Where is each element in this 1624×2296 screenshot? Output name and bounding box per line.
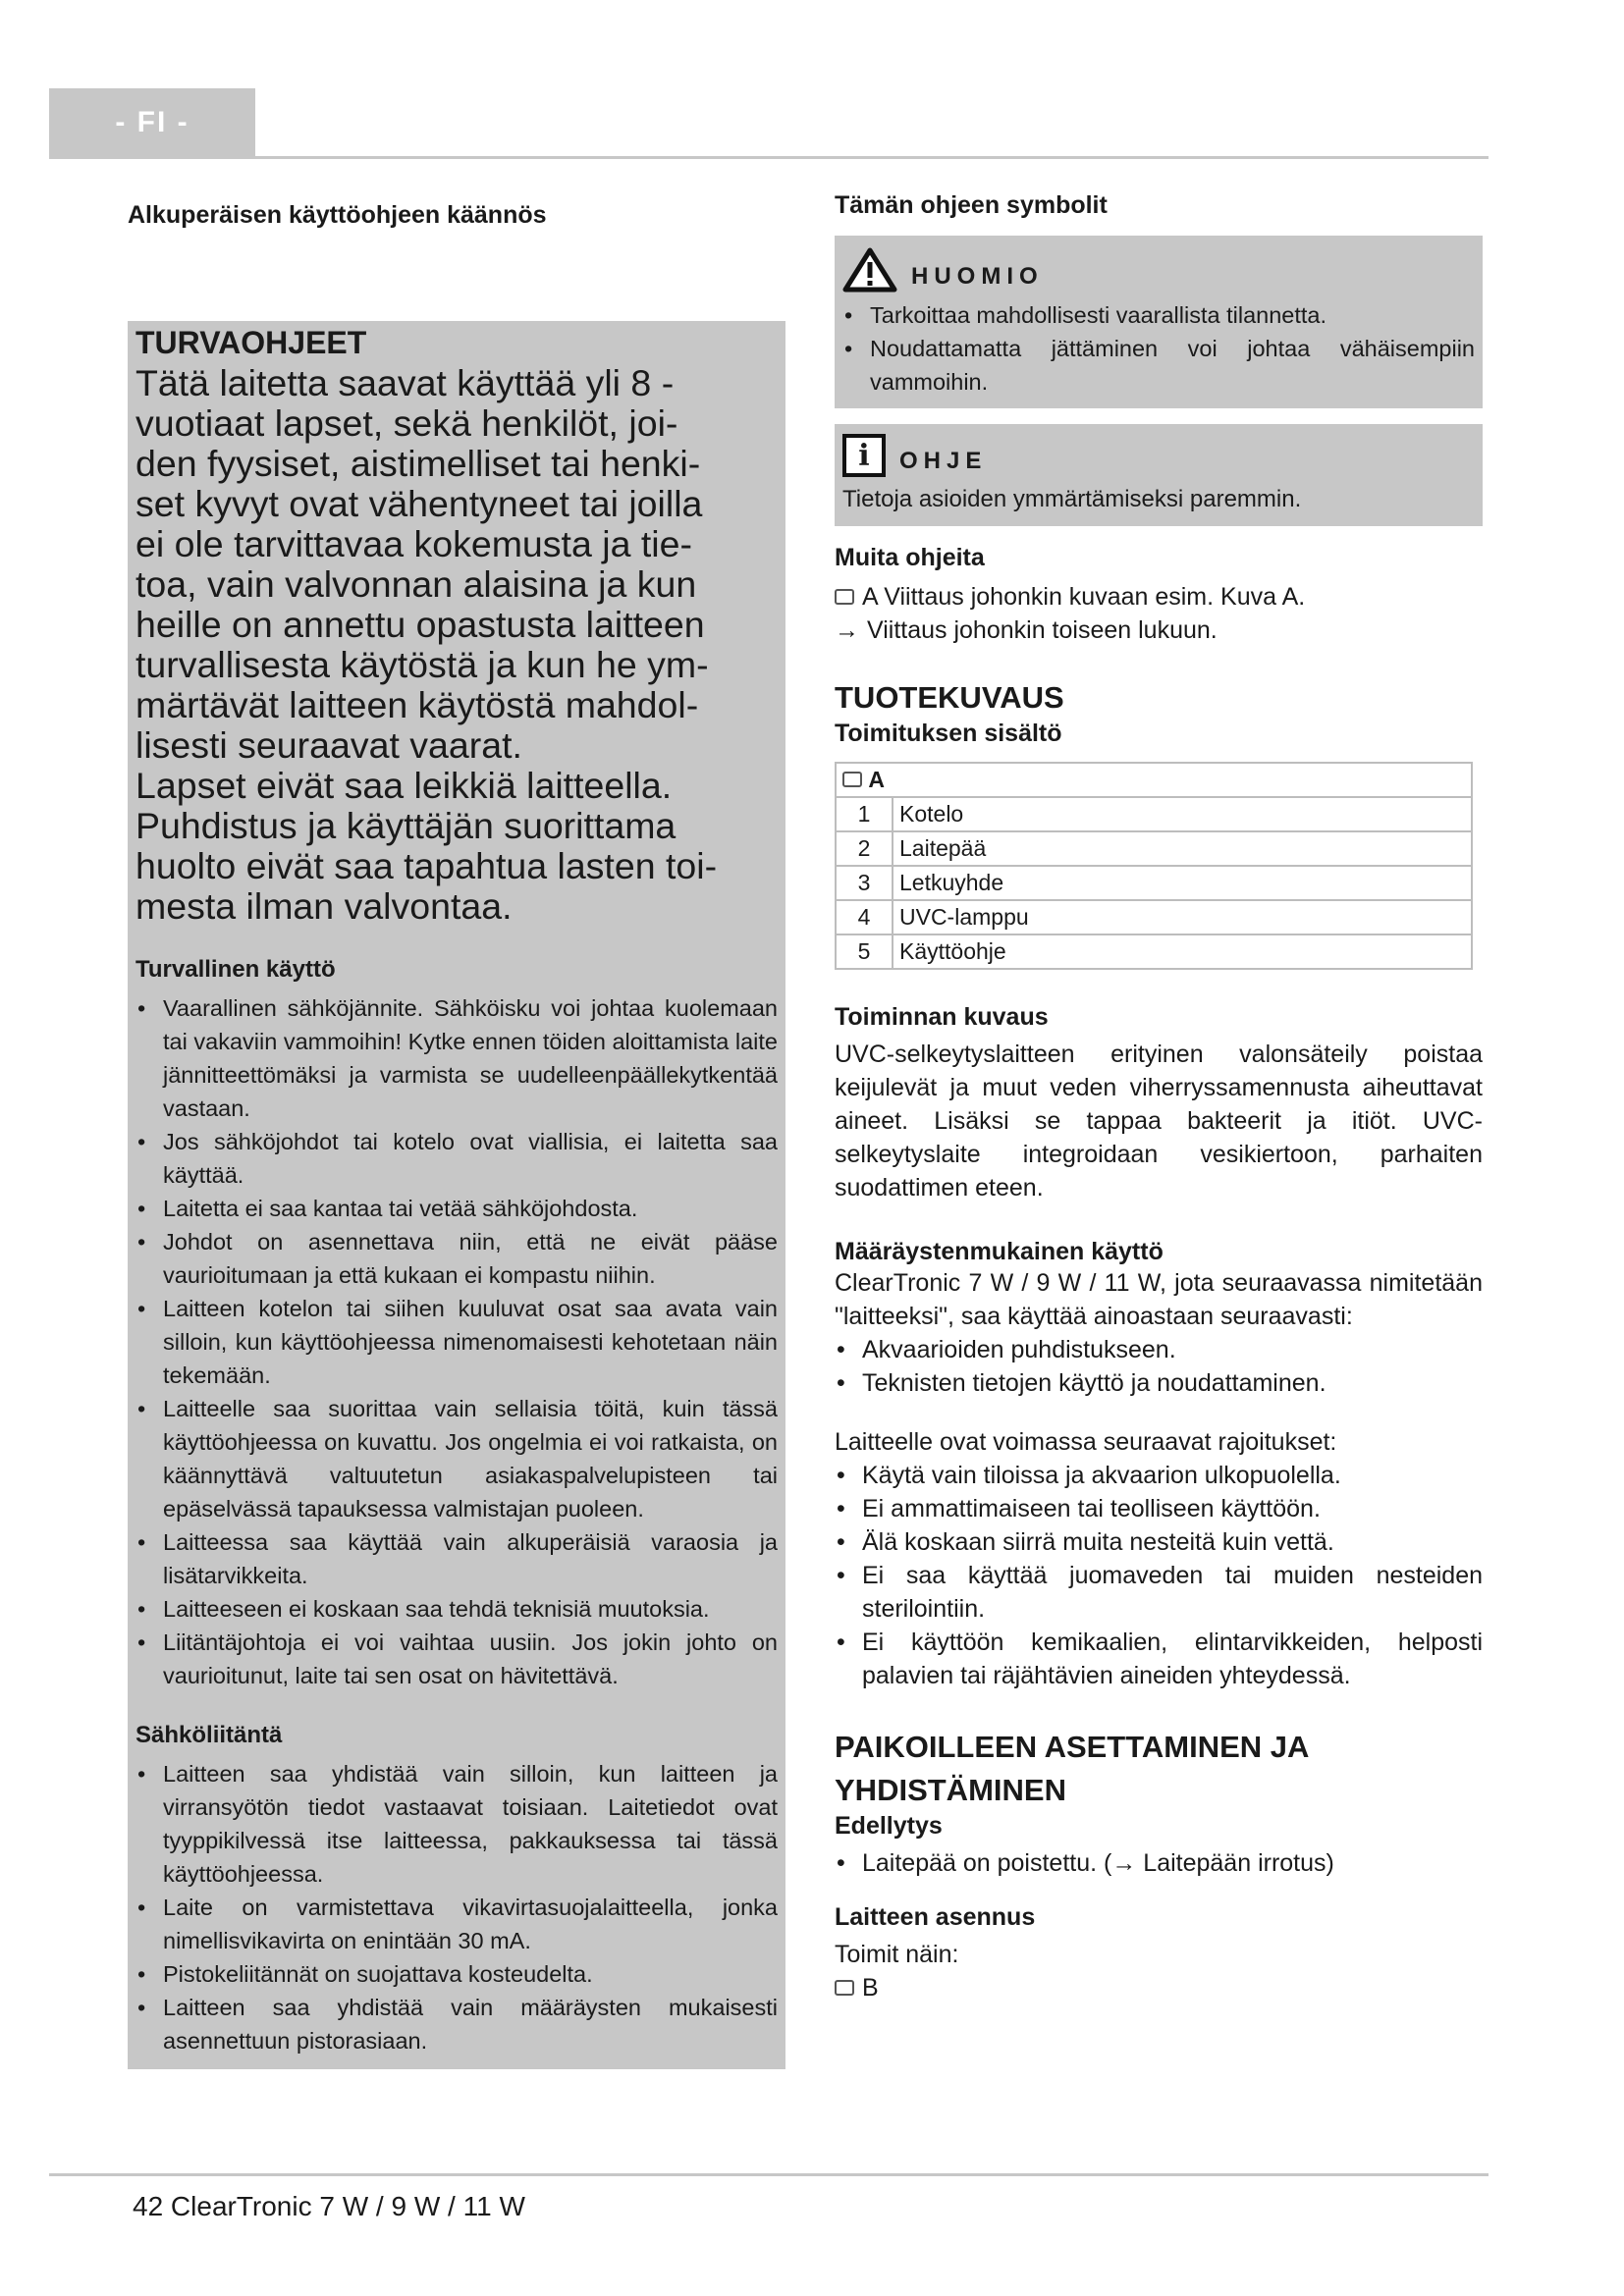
table-cell: Letkuyhde <box>893 866 1472 900</box>
warning-line: huolto eivät saa tapahtua lasten toi- <box>135 845 718 886</box>
figure-icon <box>835 589 854 605</box>
chapter-reference-text: Viittaus johonkin toiseen lukuun. <box>867 616 1218 644</box>
safety-warning <box>135 363 778 927</box>
contents-table <box>835 762 1473 970</box>
list-item: • Noudattamatta jättäminen voi johtaa vähäisempiin vammoihin. <box>842 332 1475 399</box>
table-cell: 3 <box>836 866 893 900</box>
ohje-box <box>835 424 1483 526</box>
list-item: • Laite on varmistettava vikavirtasuojalaitteella, jonka nimellisvikavirta on enintään 30 mA. <box>135 1891 778 1957</box>
restrictions-list <box>835 1459 1483 1692</box>
list-item: • Laitteessa saa käyttää vain alkuperäisiä varaosia ja lisätarvikkeita. <box>135 1525 778 1592</box>
table-row <box>836 866 1472 900</box>
list-item: • Jos sähköjohdot tai kotelo ovat viallisia, ei laitetta saa käyttää. <box>135 1125 778 1192</box>
list-item: • Tarkoittaa mahdollisesti vaarallista tilannetta. <box>842 298 1475 332</box>
list-item: • Ei käyttöön kemikaalien, elintarvikkeiden, helposti palavien tai räjähtävien aineiden yhteydessä. <box>835 1626 1483 1692</box>
page-footer: 42 ClearTronic 7 W / 9 W / 11 W <box>133 2191 525 2221</box>
info-icon: i <box>842 434 886 477</box>
warning-line: Puhdistus ja käyttäjän suorittama <box>135 805 677 846</box>
figure-reference-text: A Viittaus johonkin kuvaan esim. Kuva A. <box>862 583 1306 611</box>
list-item: • Laitepää on poistettu. (→ Laitepään irrotus) <box>835 1846 1483 1880</box>
install-title-line-2: YHDISTÄMINEN <box>835 1773 1066 1807</box>
table-cell: Kotelo <box>893 797 1472 831</box>
left-column <box>128 201 785 2069</box>
warning-line: toa, vain valvonnan alaisina ja kun <box>135 563 697 605</box>
table-cell: 1 <box>836 797 893 831</box>
mount-title: Laitteen asennus <box>835 1903 1036 1931</box>
mount-figure-reference <box>835 1971 1483 2004</box>
safe-use-title: Turvallinen käyttö <box>135 956 336 983</box>
translation-note: Alkuperäisen käyttöohjeen käännös <box>128 201 547 229</box>
list-item: • Vaarallinen sähköjännite. Sähköisku voi johtaa kuolemaan tai vakaviin vammoihin! Kytke ennen töiden aloittamista laite jännitteettömäksi ja varmista se uudelleenpäällekytkentää vastaan. <box>135 991 778 1125</box>
figure-reference <box>835 580 1483 614</box>
prerequisite-title: Edellytys <box>835 1812 943 1840</box>
safety-box <box>128 321 785 2069</box>
header-rule <box>49 156 1489 159</box>
warning-line: märtävät laitteen käytöstä mahdol- <box>135 684 699 725</box>
table-cell: Käyttöohje <box>893 934 1472 969</box>
warning-line: Tätä laitetta saavat käyttää yli 8 - <box>135 362 675 403</box>
safe-use-list <box>135 991 778 1692</box>
intended-use-list <box>835 1333 1483 1400</box>
table-cell: 5 <box>836 934 893 969</box>
list-item: • Käytä vain tiloissa ja akvaarion ulkopuolella. <box>835 1459 1483 1492</box>
chapter-reference <box>835 614 1483 647</box>
list-item: • Liitäntäjohtoja ei voi vaihtaa uusiin. Jos jokin johto on vaurioitunut, laite tai sen osat on hävitettävä. <box>135 1626 778 1692</box>
list-item: • Laitteelle saa suorittaa vain sellaisia töitä, kuin tässä käyttöohjeessa on kuvattu. Jos ongelmia ei voi ratkaista, on käännyttävä valtuutetun asiakaspalvelupisteen tai epäselvässä tapauksessa valmistajan puoleen. <box>135 1392 778 1525</box>
intended-use-text: ClearTronic 7 W / 9 W / 11 W, jota seuraavassa nimitetään "laitteeksi", saa käyttää ainoastaan seuraavasti: <box>835 1269 1483 1330</box>
language-tab: - FI - <box>49 88 255 157</box>
function-text: UVC-selkeytyslaitteen erityinen valonsäteily poistaa keijulevät ja muut veden viherryssamennusta aiheuttavat aineet. Lisäksi se tappaa bakteerit ja itiöt. UVC-selkeytyslaite integroidaan vesikiertoon, parhaiten suodattimen eteen. <box>835 1041 1483 1201</box>
list-item: • Teknisten tietojen käyttö ja noudattaminen. <box>835 1366 1483 1400</box>
arrow-icon: → <box>835 616 859 644</box>
table-cell: UVC-lamppu <box>893 900 1472 934</box>
table-header-label: A <box>868 767 886 792</box>
table-header-cell <box>836 763 1472 797</box>
warning-line: vuotiaat lapset, sekä henkilöt, joi- <box>135 402 678 444</box>
table-row <box>836 831 1472 866</box>
list-item: • Laitetta ei saa kantaa tai vetää sähköjohdosta. <box>135 1192 778 1225</box>
warning-line: lisesti seuraavat vaarat. <box>135 724 522 766</box>
figure-icon <box>842 772 862 787</box>
mount-text: Toimit näin: <box>835 1941 959 1968</box>
list-item: • Akvaarioiden puhdistukseen. <box>835 1333 1483 1366</box>
symbols-title: Tämän ohjeen symbolit <box>835 191 1108 219</box>
list-item: • Älä koskaan siirrä muita nesteitä kuin vettä. <box>835 1525 1483 1559</box>
warning-line: set kyvyt ovat vähentyneet tai joilla <box>135 483 703 524</box>
list-item: • Laitteen kotelon tai siihen kuuluvat osat saa avata vain silloin, kun käyttöohjeessa nimenomaisesti kehotetaan näin tekemään. <box>135 1292 778 1392</box>
list-item: • Laitteeseen ei koskaan saa tehdä teknisiä muutoksia. <box>135 1592 778 1626</box>
table-row <box>836 900 1472 934</box>
huomio-word: HUOMIO <box>911 263 1044 290</box>
warning-triangle-icon <box>842 247 897 293</box>
ohje-text: Tietoja asioiden ymmärtämiseksi paremmin. <box>842 486 1302 512</box>
electric-title: Sähköliitäntä <box>135 1722 283 1748</box>
list-item: • Laitteen saa yhdistää vain silloin, kun laitteen ja virransyötön tiedot vastaavat toisiaan. Laitetiedot ovat tyyppikilvessä itse laitteessa, pakkauksessa tai tässä käyttöohjeessa. <box>135 1757 778 1891</box>
table-cell: 2 <box>836 831 893 866</box>
restrictions-text: Laitteelle ovat voimassa seuraavat rajoitukset: <box>835 1428 1337 1456</box>
warning-line: heille on annettu opastusta laitteen <box>135 604 705 645</box>
delivery-title: Toimituksen sisältö <box>835 720 1062 747</box>
prerequisite-list <box>835 1846 1483 1880</box>
intended-use-title: Määräystenmukainen käyttö <box>835 1238 1164 1265</box>
mount-figure-label: B <box>862 1974 879 2002</box>
warning-line: ei ole tarvittavaa kokemusta ja tie- <box>135 523 692 564</box>
warning-line: mesta ilman valvontaa. <box>135 885 513 927</box>
figure-icon <box>835 1980 854 1996</box>
table-cell: 4 <box>836 900 893 934</box>
list-item: • Pistokeliitännät on suojattava kosteudelta. <box>135 1957 778 1991</box>
other-title: Muita ohjeita <box>835 544 985 571</box>
list-item: • Ei ammattimaiseen tai teolliseen käyttöön. <box>835 1492 1483 1525</box>
table-row <box>836 934 1472 969</box>
warning-line: Lapset eivät saa leikkiä laitteella. <box>135 765 673 806</box>
warning-line: turvallisesta käytöstä ja kun he ym- <box>135 644 709 685</box>
function-title: Toiminnan kuvaus <box>835 1003 1049 1031</box>
list-item: • Laitteen saa yhdistää vain määräysten mukaisesti asennettuun pistorasiaan. <box>135 1991 778 2057</box>
table-row <box>836 763 1472 797</box>
list-item: • Johdot on asennettava niin, että ne eivät pääse vaurioitumaan ja että kukaan ei kompastu niihin. <box>135 1225 778 1292</box>
product-title: TUOTEKUVAUS <box>835 680 1064 715</box>
install-title: PAIKOILLEEN ASETTAMINEN JA <box>835 1730 1310 1764</box>
huomio-box <box>835 236 1483 408</box>
warning-line: den fyysiset, aistimelliset tai henki- <box>135 443 701 484</box>
footer-rule <box>49 2173 1489 2176</box>
electric-list <box>135 1757 778 2057</box>
table-cell: Laitepää <box>893 831 1472 866</box>
list-item: • Ei saa käyttää juomaveden tai muiden nesteiden sterilointiin. <box>835 1559 1483 1626</box>
right-column <box>835 191 1483 2004</box>
table-row <box>836 797 1472 831</box>
safety-title: TURVAOHJEET <box>135 325 367 360</box>
ohje-word: OHJE <box>899 448 988 474</box>
